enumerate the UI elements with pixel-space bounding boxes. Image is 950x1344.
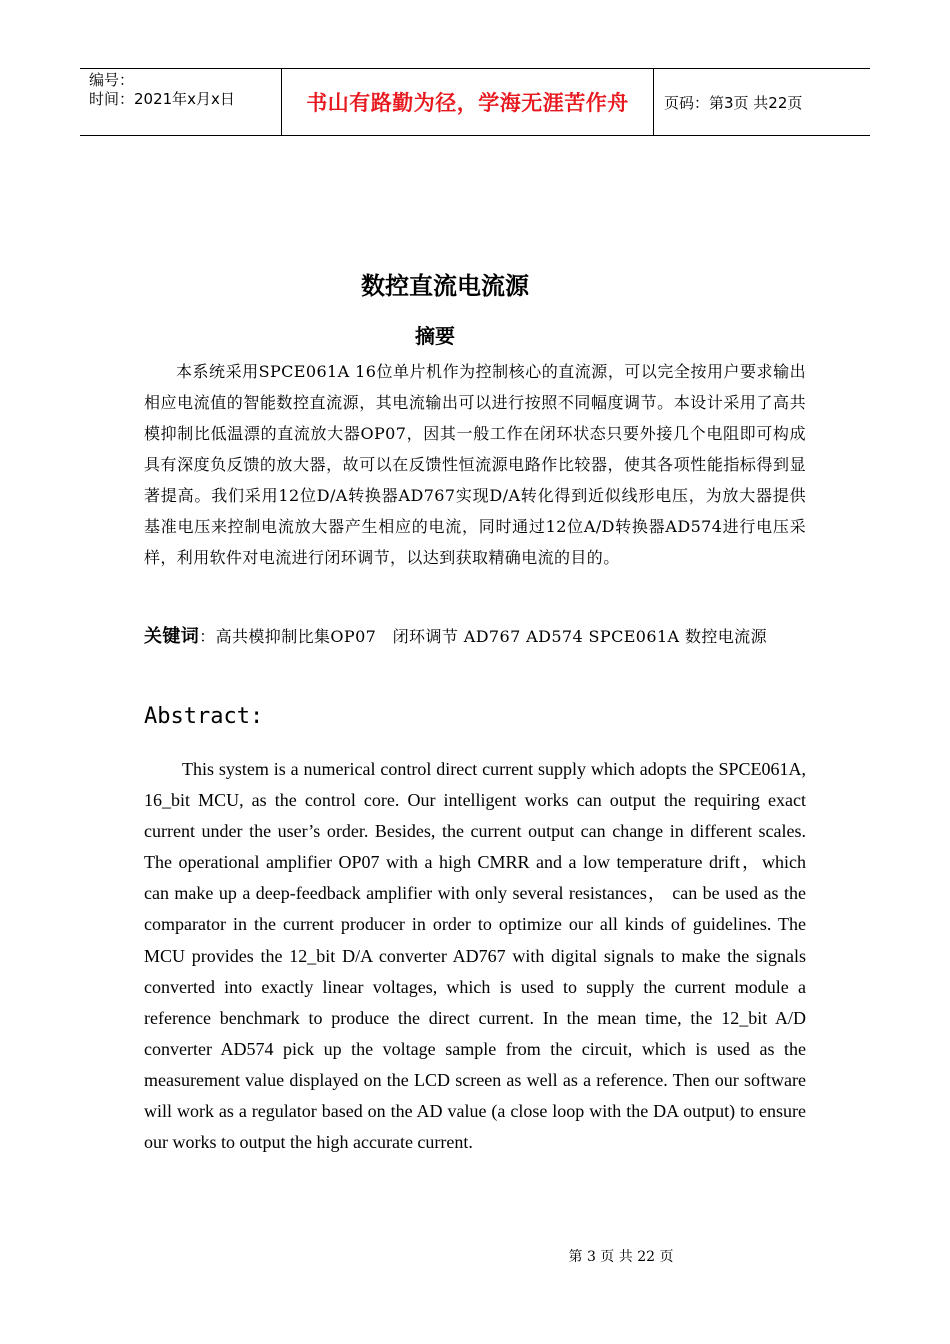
- header-motto: 书山有路勤为径，学海无涯苦作舟: [281, 69, 654, 135]
- document-title: 数控直流电流源: [361, 271, 529, 300]
- header-page-info: 页码：第3页 共22页: [664, 93, 803, 112]
- keywords-label: 关键词: [144, 626, 200, 647]
- chinese-abstract: 本系统采用SPCE061A 16位单片机作为控制核心的直流源，可以完全按用户要求输出相应电流值的智能数控直流源，其电流输出可以进行按照不同幅度调节。本设计采用了高共模抑制比低温漂的直流放大器OP07，因其一般工作在闭环状态只要外接几个电阻即可构成具有深度负反馈的放大器，故可以在反馈性恒流源电路作比较器，使其各项性能指标得到显著提高。我们采用12位D/A转换器AD767实现D/A转化得到近似线形电压，为放大器提供基准电压来控制电流放大器产生相应的电流，同时通过12位A/D转换器AD574进行电压采样，利用软件对电流进行闭环调节，以达到获取精确电流的目的。: [144, 362, 806, 567]
- keywords-paragraph: [144, 616, 806, 658]
- header-table: [80, 68, 870, 136]
- header-left-cell: [80, 69, 281, 135]
- date-label: 时间：2021年x月x日: [89, 90, 235, 108]
- english-abstract: This system is a numerical control direct current supply which adopts the SPCE061A, 16_bit MCU, as the control core. Our intelligent works can output the requiring exact current under the user’s order. Besides, the current output can change in different scales. The operational amplifier OP07 with a high CMRR and a low temperature drift，which can make up a deep-feedback amplifier with only several resistances， can be used as the comparator in the current producer in order to optimize our all kinds of guidelines. The MCU provides the 12_bit D/A converter AD767 with digital signals to make the signals converted into exactly linear voltages, which is used to supply the current module a reference benchmark to produce the direct current. In the mean time, the 12_bit A/D converter AD574 pick up the voltage sample from the circuit, which is used as the measurement value displayed on the LCD screen as well as a reference. Then our software will work as a regulator based on the AD value (a close loop with the DA output) to ensure our works to output the high accurate current.: [144, 759, 806, 1153]
- keywords-colon: ：: [199, 627, 216, 646]
- keywords-text: 高共模抑制比集OP07 闭环调节 AD767 AD574 SPCE061A 数控电流源: [215, 627, 767, 646]
- abstract-heading: Abstract:: [144, 704, 264, 729]
- code-label: 编号：: [89, 71, 135, 89]
- page-footer: 第 3 页 共 22 页: [568, 1249, 674, 1265]
- abstract-subtitle: 摘要: [415, 324, 455, 348]
